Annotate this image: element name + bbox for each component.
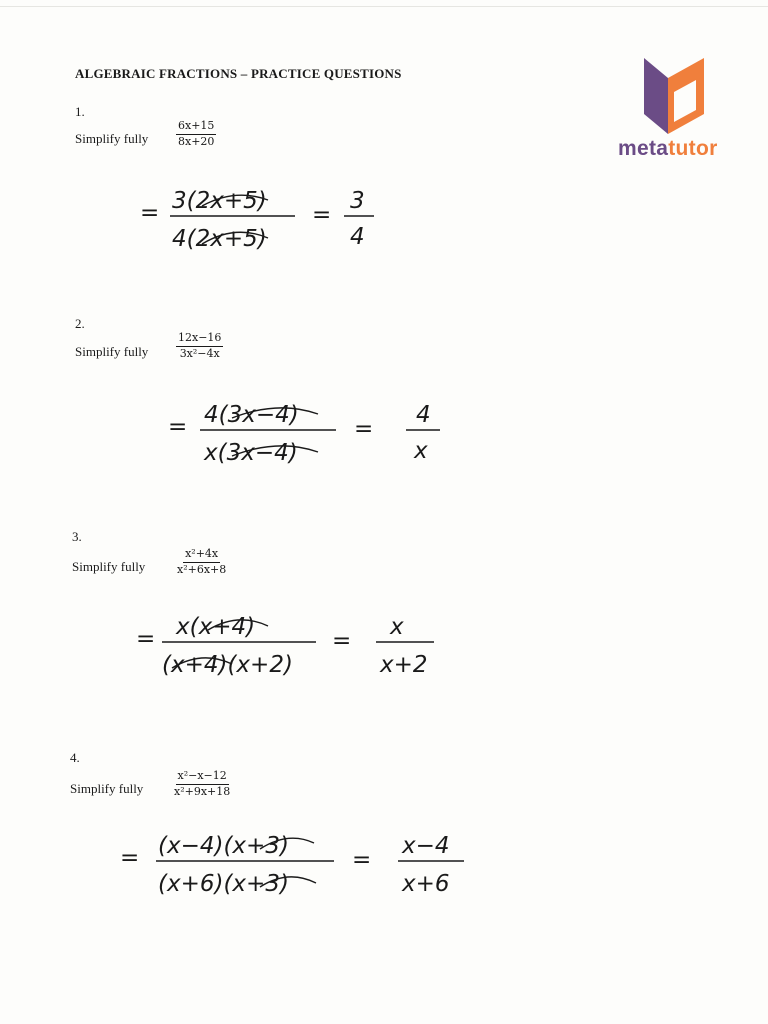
question-4-expression: [174, 770, 230, 798]
question-3-expression: [177, 548, 226, 576]
question-3-numerator: x²+4x: [183, 548, 220, 563]
q1-work-equals-2: =: [312, 202, 332, 228]
question-2-numerator: 12x−16: [176, 332, 223, 347]
q4-work-numerator: (x−4)(x+3): [158, 833, 289, 859]
question-1-numerator: 6x+15: [176, 120, 216, 135]
q3-work-numerator: x(x+4): [176, 614, 256, 640]
q1-work-equals: =: [140, 200, 160, 226]
question-2-denominator: 3x²−4x: [179, 346, 220, 360]
q1-work-numerator: 3(2x+5): [172, 188, 267, 214]
q1-work-denominator: 4(2x+5): [172, 226, 267, 252]
q2-answer-numerator: 4: [416, 402, 431, 428]
question-3-number: 3.: [72, 529, 82, 544]
scan-edge-line: [0, 6, 768, 7]
question-2-number: 2.: [75, 316, 85, 331]
question-2-working: [168, 392, 458, 487]
question-4-number: 4.: [70, 750, 80, 765]
question-1-denominator: 8x+20: [178, 134, 215, 148]
question-3-prompt: Simplify fully: [72, 559, 146, 574]
q3-work-denominator: (x+4)(x+2): [162, 652, 293, 678]
q3-work-equals-2: =: [332, 628, 352, 654]
q4-work-denominator: (x+6)(x+3): [158, 871, 289, 897]
q2-work-equals: =: [168, 414, 188, 440]
q2-work-denominator: x(3x−4): [204, 440, 298, 466]
question-1-number: 1.: [75, 104, 85, 119]
question-2-expression: [176, 332, 223, 360]
q2-work-equals-2: =: [354, 416, 374, 442]
question-1-working: [140, 178, 400, 273]
logo-word-meta: meta: [618, 137, 669, 160]
question-3-denominator: x²+6x+8: [177, 562, 227, 576]
worksheet-title: ALGEBRAIC FRACTIONS – PRACTICE QUESTIONS: [75, 66, 402, 81]
logo-word-tutor: tutor: [668, 137, 718, 160]
q1-answer-numerator: 3: [350, 188, 365, 214]
question-4-prompt: Simplify fully: [70, 781, 144, 796]
q2-answer-denominator: x: [414, 438, 428, 464]
question-3-working: [136, 604, 456, 699]
q4-answer-numerator: x−4: [402, 833, 450, 859]
question-1-expression: [176, 120, 216, 148]
q3-answer-numerator: x: [390, 614, 404, 640]
q3-answer-denominator: x+2: [380, 652, 428, 678]
question-4-denominator: x²+9x+18: [174, 784, 231, 798]
q4-work-equals-2: =: [352, 847, 372, 873]
question-2-prompt: Simplify fully: [75, 344, 149, 359]
q4-answer-denominator: x+6: [402, 871, 450, 897]
q1-answer-denominator: 4: [350, 224, 365, 250]
q2-work-numerator: 4(3x−4): [204, 402, 299, 428]
question-1-prompt: Simplify fully: [75, 131, 149, 146]
q3-work-equals: =: [136, 626, 156, 652]
question-4-numerator: x²−x−12: [176, 770, 229, 785]
q4-work-equals: =: [120, 845, 140, 871]
metatutor-wordmark: [618, 137, 718, 161]
question-4-working: [120, 823, 480, 918]
